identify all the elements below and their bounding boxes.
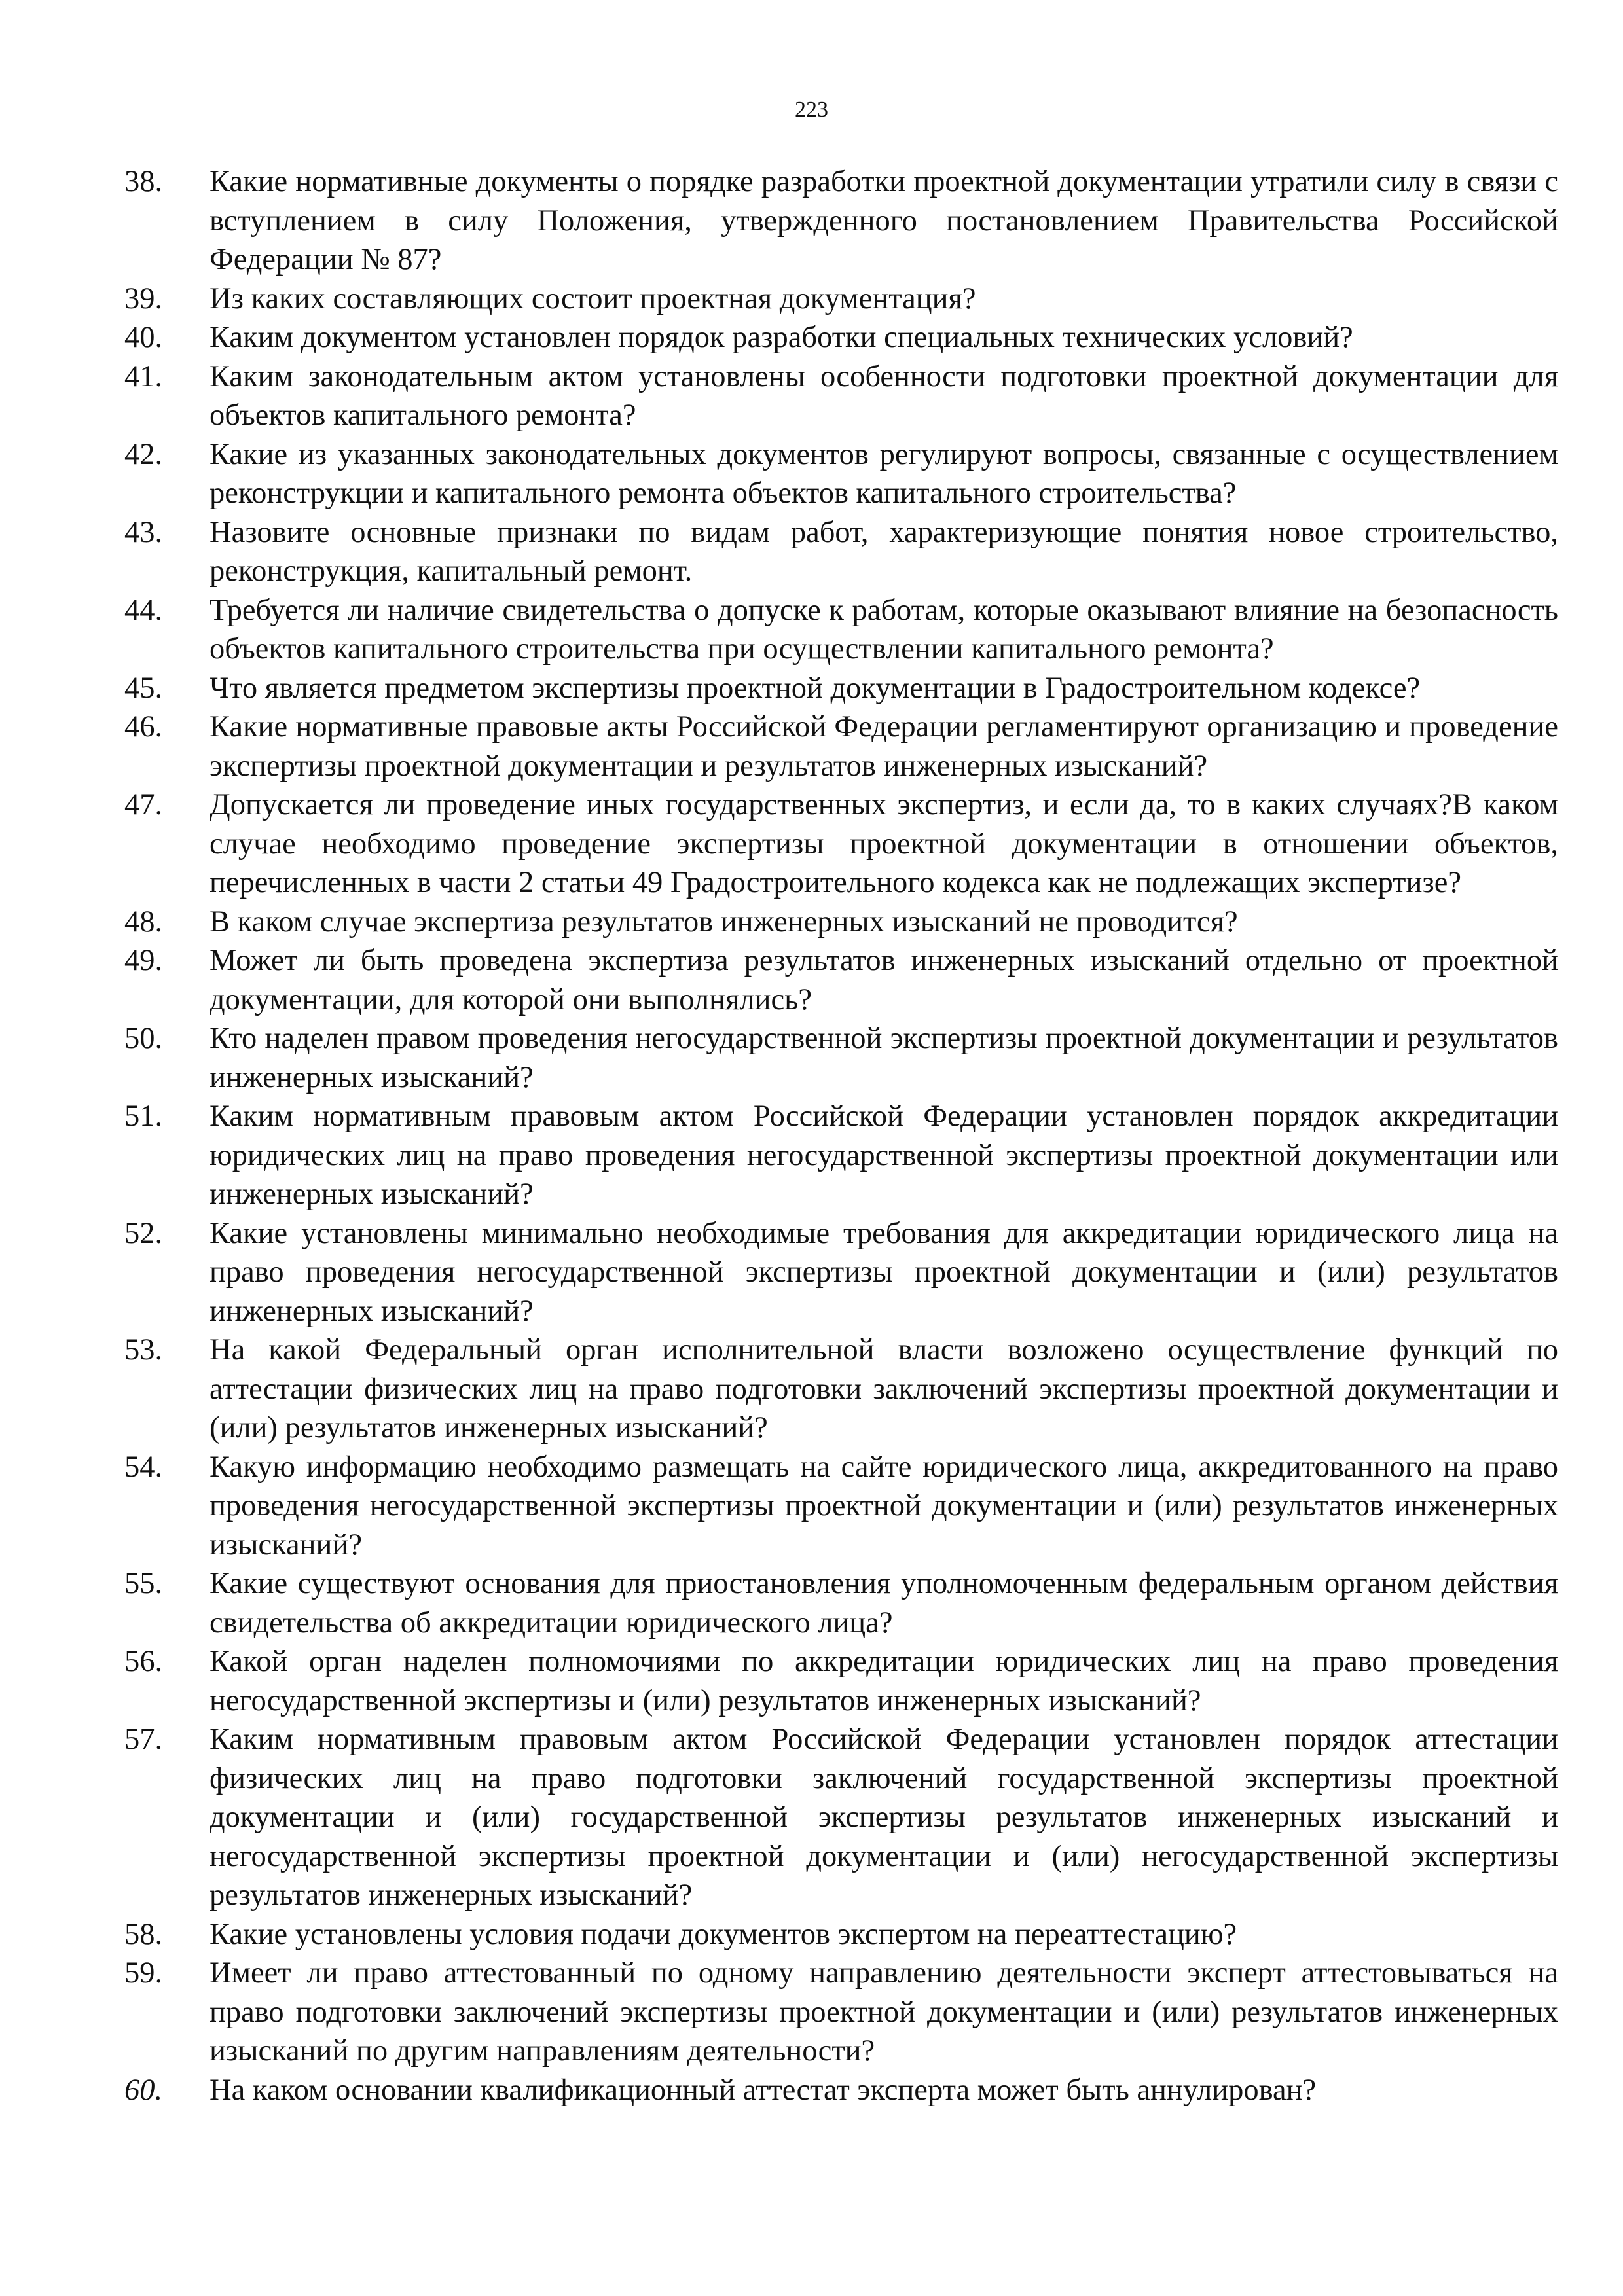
question-number: 50.	[124, 1022, 163, 1055]
question-text: Каким документом установлен порядок разработки специальных технических условий?	[210, 321, 1353, 354]
question-item	[124, 1097, 1558, 1214]
question-text: Каким нормативным правовым актом Российской Федерации установлен порядок аккредитации юридических лиц на право проведения негосударственной экспертизы проектной документации или инженерных изысканий?	[210, 1100, 1558, 1211]
question-number: 58.	[124, 1917, 163, 1951]
question-item	[124, 357, 1558, 435]
question-text: Какие нормативные правовые акты Российской Федерации регламентируют организацию и проведение экспертизы проектной документации и результатов инженерных изысканий?	[210, 710, 1558, 783]
question-number: 42.	[124, 437, 163, 471]
question-item	[124, 435, 1558, 513]
question-text: На какой Федеральный орган исполнительной власти возложено осуществление функций по аттестации физических лиц на право подготовки заключений экспертизы проектной документации и (или) результатов инженерных изысканий?	[210, 1333, 1558, 1444]
question-number: 46.	[124, 710, 163, 744]
question-item	[124, 162, 1558, 279]
question-item	[124, 591, 1558, 669]
question-text: Требуется ли наличие свидетельства о допуске к работам, которые оказывают влияние на безопасность объектов капитального строительства при осуществлении капитального ремонта?	[210, 593, 1558, 666]
question-item	[124, 1642, 1558, 1720]
question-item	[124, 941, 1558, 1019]
question-text: Кто наделен правом проведения негосударственной экспертизы проектной документации и результатов инженерных изысканий?	[210, 1022, 1558, 1094]
question-item	[124, 785, 1558, 903]
question-number: 60.	[124, 2073, 163, 2107]
question-item	[124, 1720, 1558, 1915]
question-number: 49.	[124, 944, 163, 977]
question-item	[124, 1331, 1558, 1448]
question-text: Каким нормативным правовым актом Российской Федерации установлен порядок аттестации физических лиц на право подготовки заключений государственной экспертизы проектной документации и (или) государственной экспертизы результатов инженерных изысканий и негосударственной экспертизы проектной документации и (или) негосударственной экспертизы результатов инженерных изысканий?	[210, 1723, 1558, 1912]
question-number: 59.	[124, 1956, 163, 1990]
question-item	[124, 2071, 1558, 2110]
question-item	[124, 1915, 1558, 1954]
question-number: 38.	[124, 165, 163, 198]
question-number: 51.	[124, 1100, 163, 1133]
page-number: 223	[795, 98, 828, 122]
question-item	[124, 318, 1558, 357]
question-text: Какие установлены минимально необходимые требования для аккредитации юридического лица на право проведения негосударственной экспертизы проектной документации и (или) результатов инженерных изысканий?	[210, 1216, 1558, 1328]
question-number: 45.	[124, 671, 163, 705]
question-number: 48.	[124, 905, 163, 939]
question-text: Допускается ли проведение иных государственных экспертиз, и если да, то в каких случаях?В каком случае необходимо проведение экспертизы проектной документации в отношении объектов, перечисленных в части 2 статьи 49 Градостроительного кодекса как не подлежащих экспертизе?	[210, 788, 1558, 899]
question-number: 57.	[124, 1723, 163, 1756]
question-number: 40.	[124, 321, 163, 354]
question-item	[124, 708, 1558, 785]
question-number: 53.	[124, 1333, 163, 1367]
question-item	[124, 1019, 1558, 1097]
question-text: Какой орган наделен полномочиями по аккредитации юридических лиц на право проведения негосударственной экспертизы и (или) результатов инженерных изысканий?	[210, 1645, 1558, 1717]
question-item	[124, 1564, 1558, 1642]
question-item	[124, 1214, 1558, 1331]
question-text: Какие существуют основания для приостановления уполномоченным федеральным органом действия свидетельства об аккредитации юридического лица?	[210, 1567, 1558, 1640]
question-text: Каким законодательным актом установлены особенности подготовки проектной документации для объектов капитального ремонта?	[210, 359, 1558, 432]
question-number: 47.	[124, 788, 163, 821]
question-text: Какие нормативные документы о порядке разработки проектной документации утратили силу в связи с вступлением в силу Положения, утвержденного постановлением Правительства Российской Федерации № 87?	[210, 165, 1558, 276]
question-item	[124, 1954, 1558, 2071]
question-number: 55.	[124, 1567, 163, 1600]
question-text: Из каких составляющих состоит проектная документация?	[210, 281, 976, 315]
question-text: На каком основании квалификационный аттестат эксперта может быть аннулирован?	[210, 2073, 1317, 2107]
question-text: Может ли быть проведена экспертиза результатов инженерных изысканий отдельно от проектной документации, для которой они выполнялись?	[210, 944, 1558, 1016]
question-text: Имеет ли право аттестованный по одному направлению деятельности эксперт аттестовываться на право подготовки заключений экспертизы проектной документации и (или) результатов инженерных изысканий по другим направлениям деятельности?	[210, 1956, 1558, 2068]
question-text: Что является предметом экспертизы проектной документации в Градостроительном кодексе?	[210, 671, 1421, 705]
question-text: Какую информацию необходимо размещать на сайте юридического лица, аккредитованного на право проведения негосударственной экспертизы проектной документации и (или) результатов инженерных изысканий?	[210, 1450, 1558, 1562]
question-list	[124, 162, 1558, 2109]
question-number: 56.	[124, 1645, 163, 1678]
question-number: 54.	[124, 1450, 163, 1484]
question-text: Назовите основные признаки по видам работ, характеризующие понятия новое строительство, реконструкция, капитальный ремонт.	[210, 515, 1558, 588]
question-number: 52.	[124, 1216, 163, 1250]
question-item	[124, 903, 1558, 942]
question-item	[124, 513, 1558, 591]
question-number: 39.	[124, 281, 163, 315]
question-text: Какие установлены условия подачи документов экспертом на переаттестацию?	[210, 1917, 1237, 1951]
question-text: В каком случае экспертиза результатов инженерных изысканий не проводится?	[210, 905, 1238, 939]
question-number: 41.	[124, 359, 163, 393]
question-item	[124, 669, 1558, 708]
question-number: 43.	[124, 515, 163, 549]
question-text: Какие из указанных законодательных документов регулируют вопросы, связанные с осуществлением реконструкции и капитального ремонта объектов капитального строительства?	[210, 437, 1558, 510]
question-number: 44.	[124, 593, 163, 627]
question-item	[124, 1448, 1558, 1565]
question-item	[124, 279, 1558, 319]
